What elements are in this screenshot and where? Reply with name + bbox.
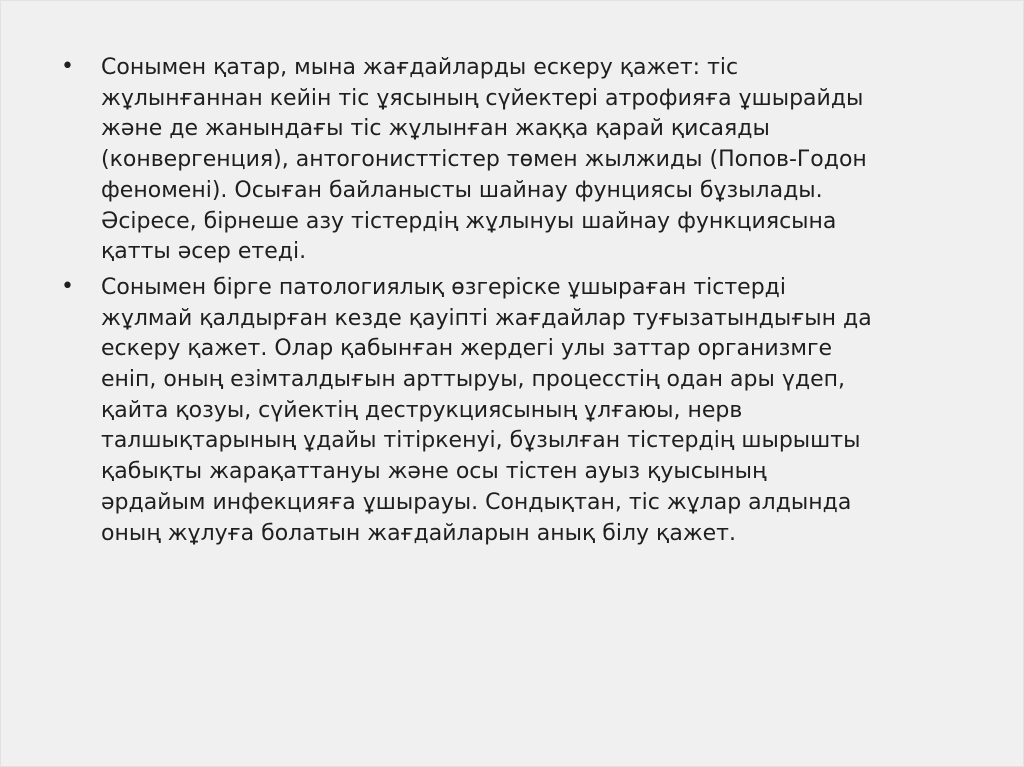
bullet-2-line-6: талшықтарының ұдайы тітіркенуі, бұзылған тістердің шырышты <box>101 428 861 454</box>
bullet-item-1 <box>61 53 981 268</box>
bullet-marker: • <box>61 54 74 79</box>
bullet-list <box>61 53 981 549</box>
bullet-1-line-3: және де жанындағы тіс жұлынған жаққа қарай қисаяды <box>101 116 770 142</box>
bullet-marker: • <box>61 273 74 299</box>
bullet-1-line-2: жұлынғаннан кейін тіс ұясының сүйектері атрофияға ұшырайды <box>101 85 864 111</box>
bullet-1-line-4: (конвергенция), антогонисттістер төмен жылжиды (Попов-Годон <box>101 147 867 173</box>
bullet-1-line-7: қатты әсер етеді. <box>101 239 307 265</box>
bullet-item-2 <box>61 273 981 549</box>
bullet-2-line-9: оның жұлуға болатын жағдайларын анық білу қажет. <box>101 520 736 546</box>
bullet-2-line-1: Сонымен бірге патологиялық өзгеріске ұшыраған тістерді <box>101 274 786 300</box>
bullet-1-line-5: феномені). Осыған байланысты шайнау фунциясы бұзылады. <box>101 177 823 203</box>
bullet-2-line-7: қабықты жарақаттануы және осы тістен ауыз қуысының <box>101 459 767 485</box>
bullet-2-line-3: ескеру қажет. Олар қабынған жердегі улы заттар организмге <box>101 336 833 362</box>
bullet-2-line-4: еніп, оның езімталдығын арттыруы, процесстің одан ары үдеп, <box>101 367 845 393</box>
slide-content <box>61 53 981 554</box>
bullet-2-line-5: қайта қозуы, сүйектің деструкциясының ұлғаюы, нерв <box>101 397 743 423</box>
bullet-1-line-1: Сонымен қатар, мына жағдайларды ескеру қажет: тіс <box>101 55 739 80</box>
bullet-1-line-6: Әсіресе, бірнеше азу тістердің жұлынуы шайнау функциясына <box>101 208 837 234</box>
bullet-2-line-8: әрдайым инфекцияға ұшырауы. Сондықтан, тіс жұлар алдында <box>101 489 852 515</box>
bullet-2-line-2: жұлмай қалдырған кезде қауіпті жағдайлар туғызатындығын да <box>101 305 872 331</box>
